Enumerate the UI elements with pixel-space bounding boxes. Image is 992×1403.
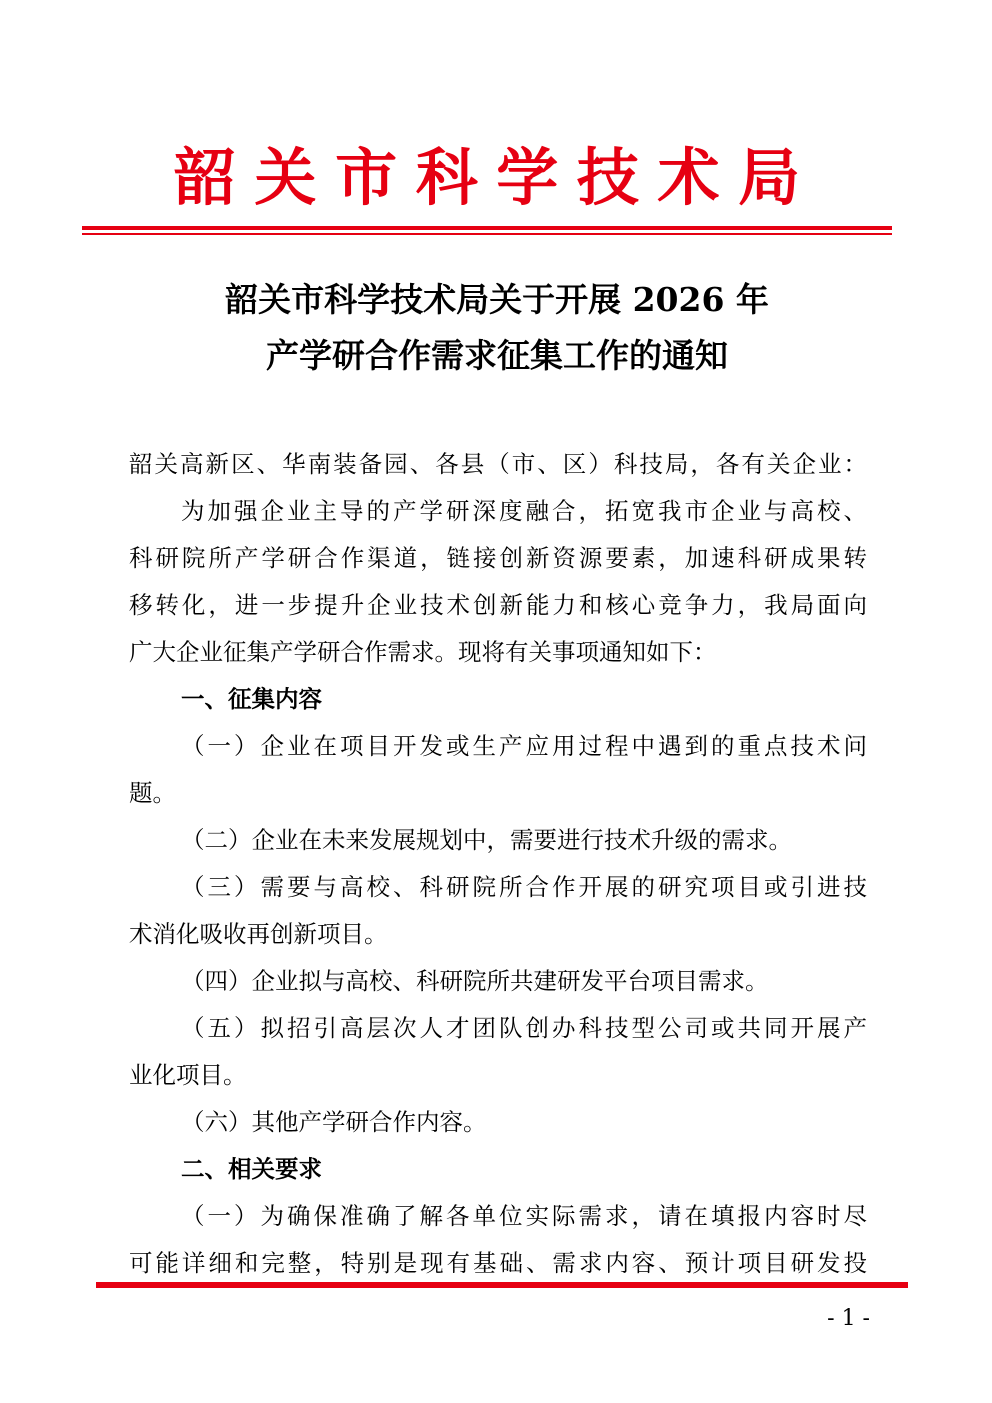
section-1-item: （二）企业在未来发展规划中，需要进行技术升级的需求。: [181, 826, 792, 854]
masthead-title: 韶关市科学技术局: [173, 141, 819, 214]
section-1-item: （五）拟招引高层次人才团队创办科技型公司或共同开展产: [181, 1014, 867, 1042]
document-body: [129, 441, 867, 1287]
section-1-item: （一）企业在项目开发或生产应用过程中遇到的重点技术问: [181, 732, 867, 760]
document-title-line-2: 产学研合作需求征集工作的通知: [266, 336, 728, 375]
masthead-thin-rule: [82, 233, 892, 235]
section-2-item: （一）为确保准确了解各单位实际需求，请在填报内容时尽: [181, 1202, 867, 1230]
section-1-item: 题。: [129, 779, 176, 807]
intro-line: 为加强企业主导的产学研深度融合，拓宽我市企业与高校、: [181, 497, 867, 525]
intro-line: 广大企业征集产学研合作需求。现将有关事项通知如下：: [129, 638, 717, 666]
document-title-line-1: 韶关市科学技术局关于开展 2026 年: [225, 280, 769, 319]
intro-line: 科研院所产学研合作渠道，链接创新资源要素，加速科研成果转: [129, 544, 867, 572]
intro-line: 移转化，进一步提升企业技术创新能力和核心竞争力，我局面向: [129, 591, 867, 619]
footer-red-rule: [96, 1282, 908, 1288]
salutation: 韶关高新区、华南装备园、各县（市、区）科技局，各有关企业：: [129, 450, 867, 478]
section-2-item: 可能详细和完整，特别是现有基础、需求内容、预计项目研发投: [129, 1249, 867, 1277]
document-title: [82, 272, 912, 384]
section-1-item: （四）企业拟与高校、科研院所共建研发平台项目需求。: [181, 967, 769, 995]
section-1-item: （三）需要与高校、科研院所合作开展的研究项目或引进技: [181, 873, 867, 901]
section-2-heading: 二、相关要求: [181, 1155, 322, 1183]
section-1-item: （六）其他产学研合作内容。: [181, 1108, 487, 1136]
masthead-thick-rule: [82, 226, 892, 230]
section-1-heading: 一、征集内容: [181, 685, 322, 713]
section-1-item: 业化项目。: [129, 1061, 247, 1089]
page-number: - 1 -: [827, 1306, 870, 1331]
section-1-item: 术消化吸收再创新项目。: [129, 920, 388, 948]
